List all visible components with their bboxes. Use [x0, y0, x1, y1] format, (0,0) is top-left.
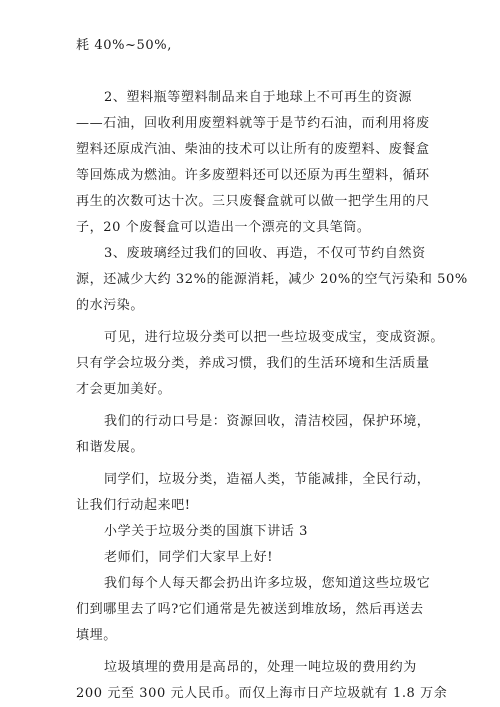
text-line: 只有学会垃圾分类，养成习惯，我们的生活环境和生活质量	[76, 356, 430, 371]
greeting-line: 老师们，同学们大家早上好!	[104, 550, 274, 565]
text-line: 源，还减少大约 32%的能源消耗，减少 20%的空气污染和 50%	[76, 272, 468, 287]
text-line: 我们的行动口号是：资源回收，清洁校园，保护环境，	[104, 414, 431, 429]
text-line: 再生的次数可达十次。三只废餐盒就可以做一把学生用的尺	[76, 194, 430, 209]
section-heading: 小学关于垃圾分类的国旗下讲话 3	[104, 524, 309, 539]
text-line: 等回炼成为燃油。许多废塑料还可以还原为再生塑料，循环	[76, 168, 430, 183]
text-line: 才会更加美好。	[76, 382, 172, 397]
text-line: 子，20 个废餐盒可以造出一个漂亮的文具笔筒。	[76, 220, 371, 235]
text-line: 的水污染。	[76, 298, 145, 313]
text-line: 2、塑料瓶等塑料制品来自于地球上不可再生的资源	[104, 90, 413, 105]
text-line: 我们每个人每天都会扔出许多垃圾，您知道这些垃圾它	[104, 576, 431, 591]
text-line: 3、废玻璃经过我们的回收、再造，不仅可节约自然资	[104, 246, 426, 261]
text-line: 200 元至 300 元人民币。而仅上海市日产垃圾就有 1.8 万余	[76, 686, 448, 701]
text-line: ——石油，回收利用废塑料就等于是节约石油，而利用将废	[76, 116, 430, 131]
text-line: 可见，进行垃圾分类可以把一些垃圾变成宝，变成资源。	[104, 330, 445, 345]
text-line: 耗 40%~50%,	[76, 38, 172, 53]
text-line: 们到哪里去了吗?它们通常是先被送到堆放场，然后再送去	[76, 602, 424, 617]
text-line: 同学们，垃圾分类，造福人类，节能减排，全民行动，	[104, 472, 431, 487]
text-line: 垃圾填埋的费用是高昂的，处理一吨垃圾的费用约为	[104, 660, 417, 675]
text-line: 填埋。	[76, 628, 117, 643]
text-line: 塑料还原成汽油、柴油的技术可以让所有的废塑料、废餐盒	[76, 142, 430, 157]
text-line: 让我们行动起来吧!	[76, 498, 191, 513]
text-line: 和谐发展。	[76, 440, 145, 455]
